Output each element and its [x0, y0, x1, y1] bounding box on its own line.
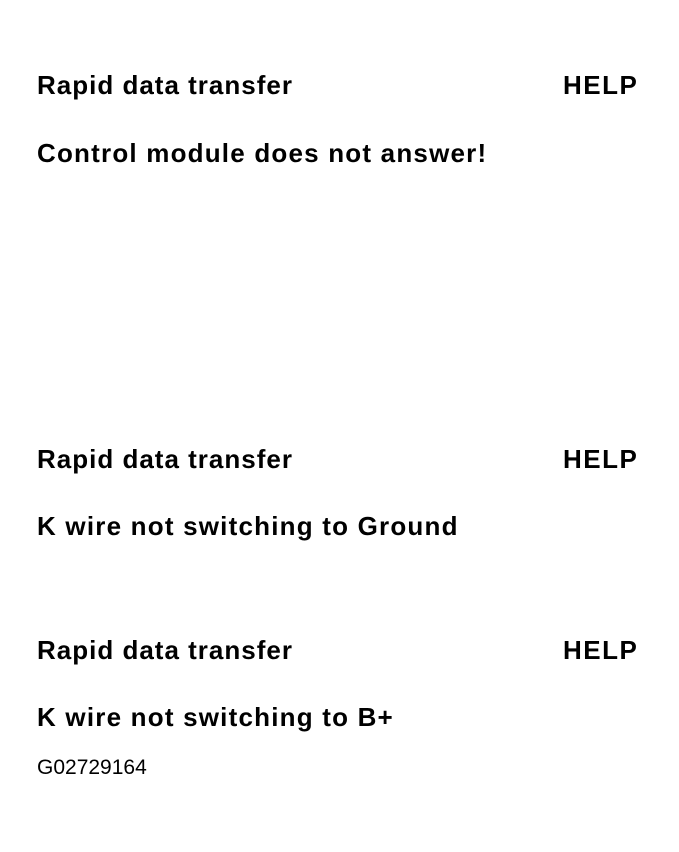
- screen-title: Rapid data transfer: [37, 70, 293, 100]
- error-message: K wire not switching to B+: [37, 702, 394, 732]
- help-button[interactable]: HELP: [563, 635, 639, 665]
- error-message: Control module does not answer!: [37, 138, 488, 168]
- help-button[interactable]: HELP: [563, 444, 639, 474]
- figure-id: G02729164: [37, 756, 147, 779]
- error-message: K wire not switching to Ground: [37, 511, 459, 541]
- help-button[interactable]: HELP: [563, 70, 639, 100]
- screen-title: Rapid data transfer: [37, 635, 293, 665]
- screen-title: Rapid data transfer: [37, 444, 293, 474]
